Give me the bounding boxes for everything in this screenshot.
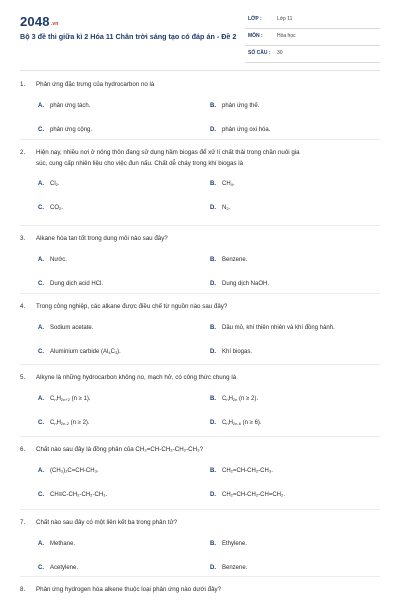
answer-option-c[interactable] [38,127,92,133]
option-text: C [110,349,115,355]
option-text: phản ứng oxi hóa. [222,127,271,133]
answer-option-d[interactable] [210,281,269,287]
answer-option-a[interactable] [38,468,99,474]
option-text: H [56,420,61,426]
option-letter: C. [38,281,44,287]
exam-title: Bộ 3 đề thi giữa kì 2 Hóa 11 Chân trời sáng tạo có đáp án - Đề 2 [20,32,237,41]
meta-key: SỐ CÂU : [248,50,271,56]
question-number: 1. [20,81,26,88]
option-text: . [61,205,63,211]
answer-option-d[interactable] [210,205,230,211]
header [20,12,380,64]
option-text: CH [222,181,231,187]
meta-class [245,12,380,29]
meta-key: MÔN : [248,33,263,39]
question-divider [20,139,380,140]
meta-value: 30 [277,50,283,56]
answer-option-b[interactable] [210,396,258,402]
option-text: CH≡C-CH₂-CH₂-CH₃. [50,492,108,498]
question-number: 6. [20,446,26,453]
answer-option-d[interactable] [210,565,247,571]
subscript: 2n-6 [232,421,241,426]
answer-option-b[interactable] [210,181,235,187]
option-text: H [228,420,233,426]
option-text: C [222,420,227,426]
question-text [20,518,380,529]
meta-subject [245,29,380,46]
option-letter: D. [210,281,216,287]
option-text: . [228,205,231,211]
question-stem: Hiện nay, nhiều nơi ở nông thôn đang sử dụng hầm biogas để xử lí chất thải trong chăn nuôi gia [36,149,300,156]
question-divider [20,364,380,365]
option-text: Benzene. [222,257,248,263]
question-divider [20,225,380,226]
subscript: n [226,397,229,402]
subscript: 2 [55,182,58,187]
subscript: 2n [232,397,238,402]
question-text [20,585,380,596]
question-text [20,148,380,169]
question-stem: Alkyne là những hydrocarbon không no, mạch hở, có công thức chung là [36,374,237,381]
question-divider [20,509,380,510]
answer-option-a[interactable] [38,181,60,187]
question-text [20,234,380,245]
answer-option-a[interactable] [38,541,75,547]
option-text: Dung dịch acid HCl. [50,281,104,287]
question-stem: Chất nào sau đây có một liên kết ba trong phân tử? [36,519,178,526]
option-text: C [222,396,227,402]
answer-option-c[interactable] [38,205,63,211]
subscript: n [54,421,57,426]
question-number: 4. [20,303,26,310]
subscript: 3 [114,350,118,355]
answer-option-b[interactable] [210,325,335,331]
option-text: N [222,205,227,211]
option-letter: C. [38,205,44,211]
option-letter: D. [210,205,216,211]
option-text: phản ứng cộng. [50,127,93,133]
option-letter: B. [210,468,216,474]
question-number: 3. [20,235,26,242]
option-text: (n ≥ 6). [240,420,262,426]
subscript: 2 [59,206,62,211]
subscript: 2n-2 [60,421,69,426]
option-text: Aluminium carbide (Al [50,349,109,355]
option-letter: B. [210,325,216,331]
answer-option-d[interactable] [210,420,262,426]
option-text: Sodium acetate. [50,325,94,331]
answer-option-c[interactable] [38,420,90,426]
question-stem: Trong công nghiệp, các alkane được điều chế từ nguồn nào sau đây? [36,303,228,310]
answer-option-d[interactable] [210,127,270,133]
option-text: . [232,181,235,187]
subscript: 2n+2 [60,397,70,402]
option-text: phản ứng thế. [222,103,260,109]
option-text: (CH₃)₂C=CH-CH₃. [50,468,99,474]
answer-option-c[interactable] [38,565,78,571]
logo-text: 2048 [20,14,50,29]
option-letter: C. [38,420,44,426]
option-letter: B. [210,396,216,402]
option-text: . [57,181,60,187]
answer-option-b[interactable] [210,541,247,547]
option-text: Acetylene. [50,565,79,571]
question-text [20,445,380,456]
subscript: 4 [230,182,233,187]
question-divider [20,576,380,577]
option-text: Ethylene. [222,541,248,547]
option-letter: D. [210,349,216,355]
option-text: Dung dịch NaOH. [222,281,270,287]
answer-option-c[interactable] [38,281,103,287]
question-number: 8. [20,586,26,593]
answer-option-a[interactable] [38,103,90,109]
option-letter: D. [210,420,216,426]
question-number: 7. [20,519,26,526]
answer-option-a[interactable] [38,396,91,402]
option-text: H [228,396,233,402]
answer-option-a[interactable] [38,325,93,331]
option-text: H [56,396,61,402]
meta-value: Hóa học [277,33,296,39]
option-letter: A. [38,181,44,187]
exam-meta [245,12,380,63]
option-letter: D. [210,565,216,571]
meta-value: Lớp 11 [277,16,293,22]
answer-option-b[interactable] [210,468,273,474]
option-letter: B. [210,541,216,547]
option-text: Dầu mỏ, khí thiên nhiên và khí đồng hành. [222,325,335,331]
option-text: Khí biogas. [222,349,253,355]
option-letter: C. [38,127,44,133]
option-letter: A. [38,325,44,331]
option-text: Benzene. [222,565,248,571]
answer-option-d[interactable] [210,349,252,355]
option-text: CO [50,205,59,211]
option-text: CH₂=CH-CH₂-CH=CH₂. [222,492,285,498]
option-text: phản ứng tách. [50,103,91,109]
option-text: Nước. [50,257,67,263]
option-text: Methane. [50,541,76,547]
answer-option-d[interactable] [210,492,285,498]
option-letter: A. [38,257,44,263]
option-letter: B. [210,103,216,109]
option-text: (n ≥ 2). [237,396,259,402]
question-text [20,302,380,313]
answer-option-a[interactable] [38,257,67,263]
meta-key: LỚP : [248,16,262,22]
option-letter: D. [210,492,216,498]
question-number: 5. [20,374,26,381]
question-number: 2. [20,149,26,156]
option-letter: C. [38,349,44,355]
option-text: ). [117,349,121,355]
option-letter: D. [210,127,216,133]
answer-option-c[interactable] [38,492,107,498]
option-text: (n ≥ 1). [69,396,91,402]
option-letter: B. [210,181,216,187]
option-letter: C. [38,492,44,498]
question-stem: Chất nào sau đây là đồng phân của CH₂=CH-CH₂-CH₂-CH₃? [36,446,204,453]
option-text: (n ≥ 2). [68,420,90,426]
option-text: CH₂=CH-CH₂-CH₃. [222,468,273,474]
option-text: C [50,396,55,402]
question-divider [20,436,380,437]
option-letter: A. [38,541,44,547]
question-stem-continued: súc, cung cấp nhiên liệu cho việc đun nấu. Chất dễ cháy trong khí biogas là [36,159,244,167]
option-letter: A. [38,468,44,474]
subscript: n [226,421,229,426]
question-text [20,80,380,91]
subscript: n [54,397,57,402]
answer-option-c[interactable] [38,349,121,355]
question-stem: Phản ứng đặc trưng của hydrocarbon no là [36,81,155,88]
header-divider [20,70,380,71]
option-letter: C. [38,565,44,571]
answer-option-b[interactable] [210,257,247,263]
question-text [20,373,380,384]
logo-suffix: .vn [50,21,59,27]
option-letter: A. [38,103,44,109]
option-text: Cl [50,181,56,187]
subscript: 4 [108,350,111,355]
question-divider [20,293,380,294]
subscript: 2 [226,206,229,211]
question-stem: Phản ứng hydrogen hóa alkene thuộc loại phản ứng nào dưới đây? [36,586,222,593]
option-letter: A. [38,396,44,402]
answer-option-b[interactable] [210,103,259,109]
question-stem: Alkane hòa tan tốt trong dung môi nào sau đây? [36,235,168,242]
option-letter: B. [210,257,216,263]
option-text: C [50,420,55,426]
meta-count [245,46,380,63]
site-logo[interactable] [20,14,59,29]
